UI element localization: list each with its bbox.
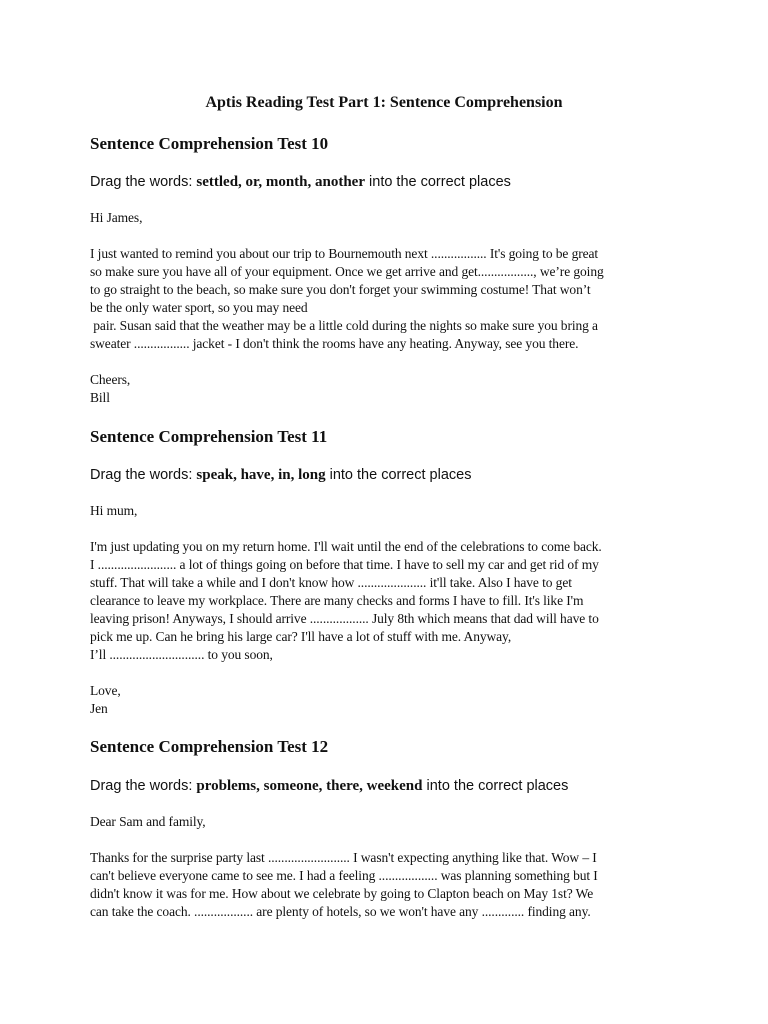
instruction-prefix: Drag the words:: [90, 778, 197, 794]
test-12-greeting: Dear Sam and family,: [90, 814, 206, 829]
instruction-suffix: into the correct places: [365, 174, 511, 190]
test-12-body-line: can't believe everyone came to see me. I had a feeling .................. was planning something but I: [90, 868, 598, 883]
test-11-heading: Sentence Comprehension Test 11: [90, 427, 328, 446]
test-10-body-line: sweater ................. jacket - I don't think the rooms have any heating. Anyway, see you there.: [90, 336, 579, 351]
test-11-body-line: stuff. That will take a while and I don't know how ..................... it'll take. Also I have to get: [90, 575, 572, 590]
test-12-body-line: Thanks for the surprise party last ......................... I wasn't expecting anything like that. Wow – I: [90, 850, 597, 865]
test-11-instruction: [90, 467, 471, 484]
test-10-body-line: I just wanted to remind you about our trip to Bournemouth next ................. It's going to be great: [90, 246, 599, 261]
test-11-signature: Jen: [90, 701, 108, 716]
page-title: Aptis Reading Test Part 1: Sentence Comprehension: [205, 94, 563, 111]
test-11-greeting: Hi mum,: [90, 503, 138, 518]
test-10-body-line: pair. Susan said that the weather may be a little cold during the nights so make sure you bring a: [90, 318, 598, 333]
test-10-body-line: be the only water sport, so you may need: [90, 300, 308, 315]
test-11-body-line: I’ll ............................. to you soon,: [90, 647, 273, 662]
instruction-words: speak, have, in, long: [196, 467, 326, 483]
test-11-body-line: pick me up. Can he bring his large car? I'll have a lot of stuff with me. Anyway,: [90, 629, 512, 644]
test-11-body-line: I'm just updating you on my return home. I'll wait until the end of the celebrations to come back.: [90, 539, 602, 554]
test-12-body-line: didn't know it was for me. How about we celebrate by going to Clapton beach on May 1st? We: [90, 886, 594, 901]
test-11-body-line: leaving prison! Anyways, I should arrive .................. July 8th which means that dad will have to: [90, 611, 599, 626]
test-10-heading: Sentence Comprehension Test 10: [90, 134, 329, 153]
instruction-suffix: into the correct places: [325, 467, 472, 483]
instruction-suffix: into the correct places: [422, 778, 569, 794]
test-10-instruction: [90, 174, 511, 191]
instruction-prefix: Drag the words:: [90, 467, 197, 483]
test-11-body-line: I ........................ a lot of things going on before that time. I have to sell my car and get rid of my: [90, 557, 599, 572]
instruction-words: settled, or, month, another: [196, 174, 365, 190]
test-11-body-line: clearance to leave my workplace. There are many checks and forms I have to fill. It's like I'm: [90, 593, 584, 608]
test-11-signoff: Love,: [90, 683, 121, 698]
test-12-instruction: [90, 778, 568, 795]
test-10-body-line: to go straight to the beach, so make sure you don't forget your swimming costume! That won’t: [90, 282, 591, 297]
test-10-signature: Bill: [90, 390, 110, 405]
test-12-heading: Sentence Comprehension Test 12: [90, 737, 329, 756]
instruction-words: problems, someone, there, weekend: [196, 778, 423, 794]
test-10-greeting: Hi James,: [90, 210, 143, 225]
instruction-prefix: Drag the words:: [90, 174, 197, 190]
test-12-body-line: can take the coach. .................. are plenty of hotels, so we won't have any ............. finding any.: [90, 904, 591, 919]
test-10-body-line: so make sure you have all of your equipment. Once we get arrive and get................., we’re going: [90, 264, 604, 279]
test-10-signoff: Cheers,: [90, 372, 131, 387]
